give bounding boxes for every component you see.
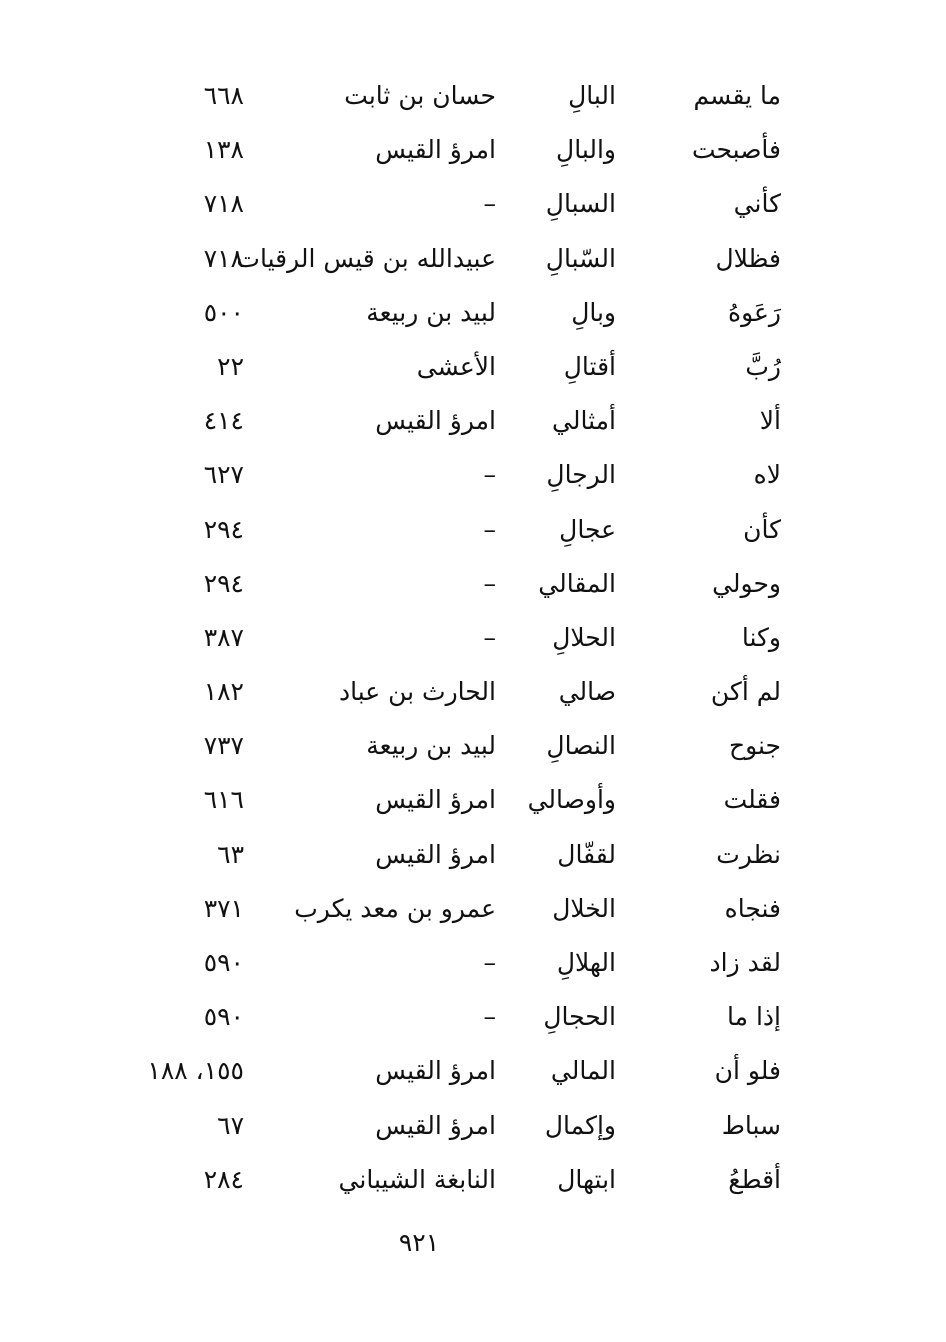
page-reference: ١٨٢ <box>203 677 244 707</box>
poet-name: لبيد بن ربيعة <box>366 731 496 761</box>
table-row <box>0 1160 946 1214</box>
opening-word: إذا ما <box>727 1002 781 1032</box>
rhyme-word: الرجالِ <box>546 460 616 490</box>
page-reference: ٦٧ <box>217 1110 244 1140</box>
rhyme-index-table <box>0 76 946 1214</box>
rhyme-word: المالي <box>550 1056 616 1086</box>
opening-word: سباط <box>721 1110 781 1140</box>
opening-word: رَعَوهُ <box>727 297 781 327</box>
poet-name: – <box>483 514 496 544</box>
opening-word: وكنا <box>741 622 781 652</box>
table-row <box>0 1106 946 1160</box>
opening-word: كأني <box>733 189 781 219</box>
table-row <box>0 835 946 889</box>
table-row <box>0 1051 946 1105</box>
table-row <box>0 455 946 509</box>
poet-name: عمرو بن معد يكرب <box>294 893 496 923</box>
page-reference: ١٥٥، ١٨٨ <box>147 1056 244 1086</box>
opening-word: جنوح <box>728 731 781 761</box>
rhyme-word: صالي <box>558 677 616 707</box>
page-reference: ٦٢٧ <box>203 460 244 490</box>
page-reference: ١٣٨ <box>203 135 244 165</box>
rhyme-word: الحجالِ <box>543 1002 616 1032</box>
poet-name: – <box>483 948 496 977</box>
opening-word: وحولي <box>712 568 781 598</box>
poet-name: امرؤ القيس <box>375 785 496 815</box>
poet-name: – <box>483 1002 496 1032</box>
table-row <box>0 564 946 618</box>
poet-name: امرؤ القيس <box>375 839 496 869</box>
rhyme-word: والبالِ <box>556 135 616 165</box>
rhyme-word: النصالِ <box>546 731 616 761</box>
table-row <box>0 239 946 293</box>
rhyme-word: الهلالِ <box>556 948 616 977</box>
poet-name: الأعشى <box>416 351 496 381</box>
page-reference: ٧١٨ <box>203 189 244 219</box>
poet-name: – <box>483 189 496 219</box>
opening-word: فلو أن <box>714 1056 781 1086</box>
rhyme-word: ابتهال <box>557 1164 616 1194</box>
rhyme-word: الحلالِ <box>552 622 616 652</box>
opening-word: فقلت <box>723 785 781 815</box>
opening-word: لم أكن <box>710 677 781 707</box>
rhyme-word: لقفّال <box>557 839 616 869</box>
rhyme-word: السّبالِ <box>545 243 616 273</box>
rhyme-word: وبالِ <box>571 297 616 327</box>
poet-name: – <box>483 622 496 652</box>
rhyme-word: وإكمال <box>544 1110 616 1140</box>
table-row <box>0 780 946 834</box>
page-reference: ٧١٨ <box>203 243 244 273</box>
table-row <box>0 401 946 455</box>
rhyme-word: البالِ <box>568 81 616 110</box>
poet-name: امرؤ القيس <box>375 406 496 436</box>
rhyme-word: أمثالي <box>552 406 616 436</box>
page-reference: ٥٩٠ <box>203 948 244 977</box>
opening-word: أقطعُ <box>728 1164 781 1194</box>
table-row <box>0 347 946 401</box>
poet-name: حسان بن ثابت <box>344 81 496 110</box>
rhyme-word: الخلال <box>552 893 616 923</box>
page-reference: ٢٩٤ <box>203 514 244 544</box>
page-reference: ٦١٦ <box>203 785 244 815</box>
opening-word: فنجاه <box>724 893 781 923</box>
page-reference: ٣٨٧ <box>203 622 244 652</box>
page-reference: ٣٧١ <box>203 893 244 923</box>
opening-word: ما يقسم <box>693 81 781 110</box>
page-reference: ٢٩٤ <box>203 568 244 598</box>
rhyme-word: عجالِ <box>559 514 616 544</box>
poet-name: – <box>483 460 496 490</box>
poet-name: لبيد بن ربيعة <box>366 297 496 327</box>
opening-word: نظرت <box>716 839 781 869</box>
poet-name: امرؤ القيس <box>375 1110 496 1140</box>
opening-word: كأن <box>743 514 781 544</box>
opening-word: لاه <box>753 460 781 490</box>
table-row <box>0 293 946 347</box>
page-reference: ٤١٤ <box>203 406 244 436</box>
poet-name: – <box>483 568 496 598</box>
page-reference: ٦٣ <box>217 839 244 869</box>
opening-word: فظلال <box>715 243 781 273</box>
poet-name: امرؤ القيس <box>375 135 496 165</box>
poet-name: عبيدالله بن قيس الرقيات <box>236 243 496 273</box>
page-reference: ٧٣٧ <box>203 731 244 761</box>
table-row <box>0 184 946 238</box>
page-reference: ٥٠٠ <box>203 297 244 327</box>
table-row <box>0 618 946 672</box>
page-reference: ٢٢ <box>217 351 244 381</box>
page-reference: ٥٩٠ <box>203 1002 244 1032</box>
page-number: ٩٢١ <box>398 1228 440 1257</box>
table-row <box>0 943 946 997</box>
opening-word: رُبَّ <box>745 351 781 381</box>
rhyme-word: المقالي <box>538 568 616 598</box>
table-row <box>0 510 946 564</box>
table-row <box>0 726 946 780</box>
page-reference: ٢٨٤ <box>203 1164 244 1194</box>
rhyme-word: أقتالِ <box>563 351 616 381</box>
page-reference: ٦٦٨ <box>203 81 244 110</box>
table-row <box>0 997 946 1051</box>
opening-word: ألا <box>759 406 781 436</box>
table-row <box>0 130 946 184</box>
table-row <box>0 889 946 943</box>
table-row <box>0 672 946 726</box>
rhyme-word: السبالِ <box>545 189 616 219</box>
poet-name: الحارث بن عباد <box>338 677 496 707</box>
poet-name: امرؤ القيس <box>375 1056 496 1086</box>
table-row <box>0 76 946 130</box>
opening-word: لقد زاد <box>709 948 781 977</box>
rhyme-word: وأوصالي <box>527 785 616 815</box>
opening-word: فأصبحت <box>691 135 781 165</box>
poet-name: النابغة الشيباني <box>338 1164 496 1194</box>
